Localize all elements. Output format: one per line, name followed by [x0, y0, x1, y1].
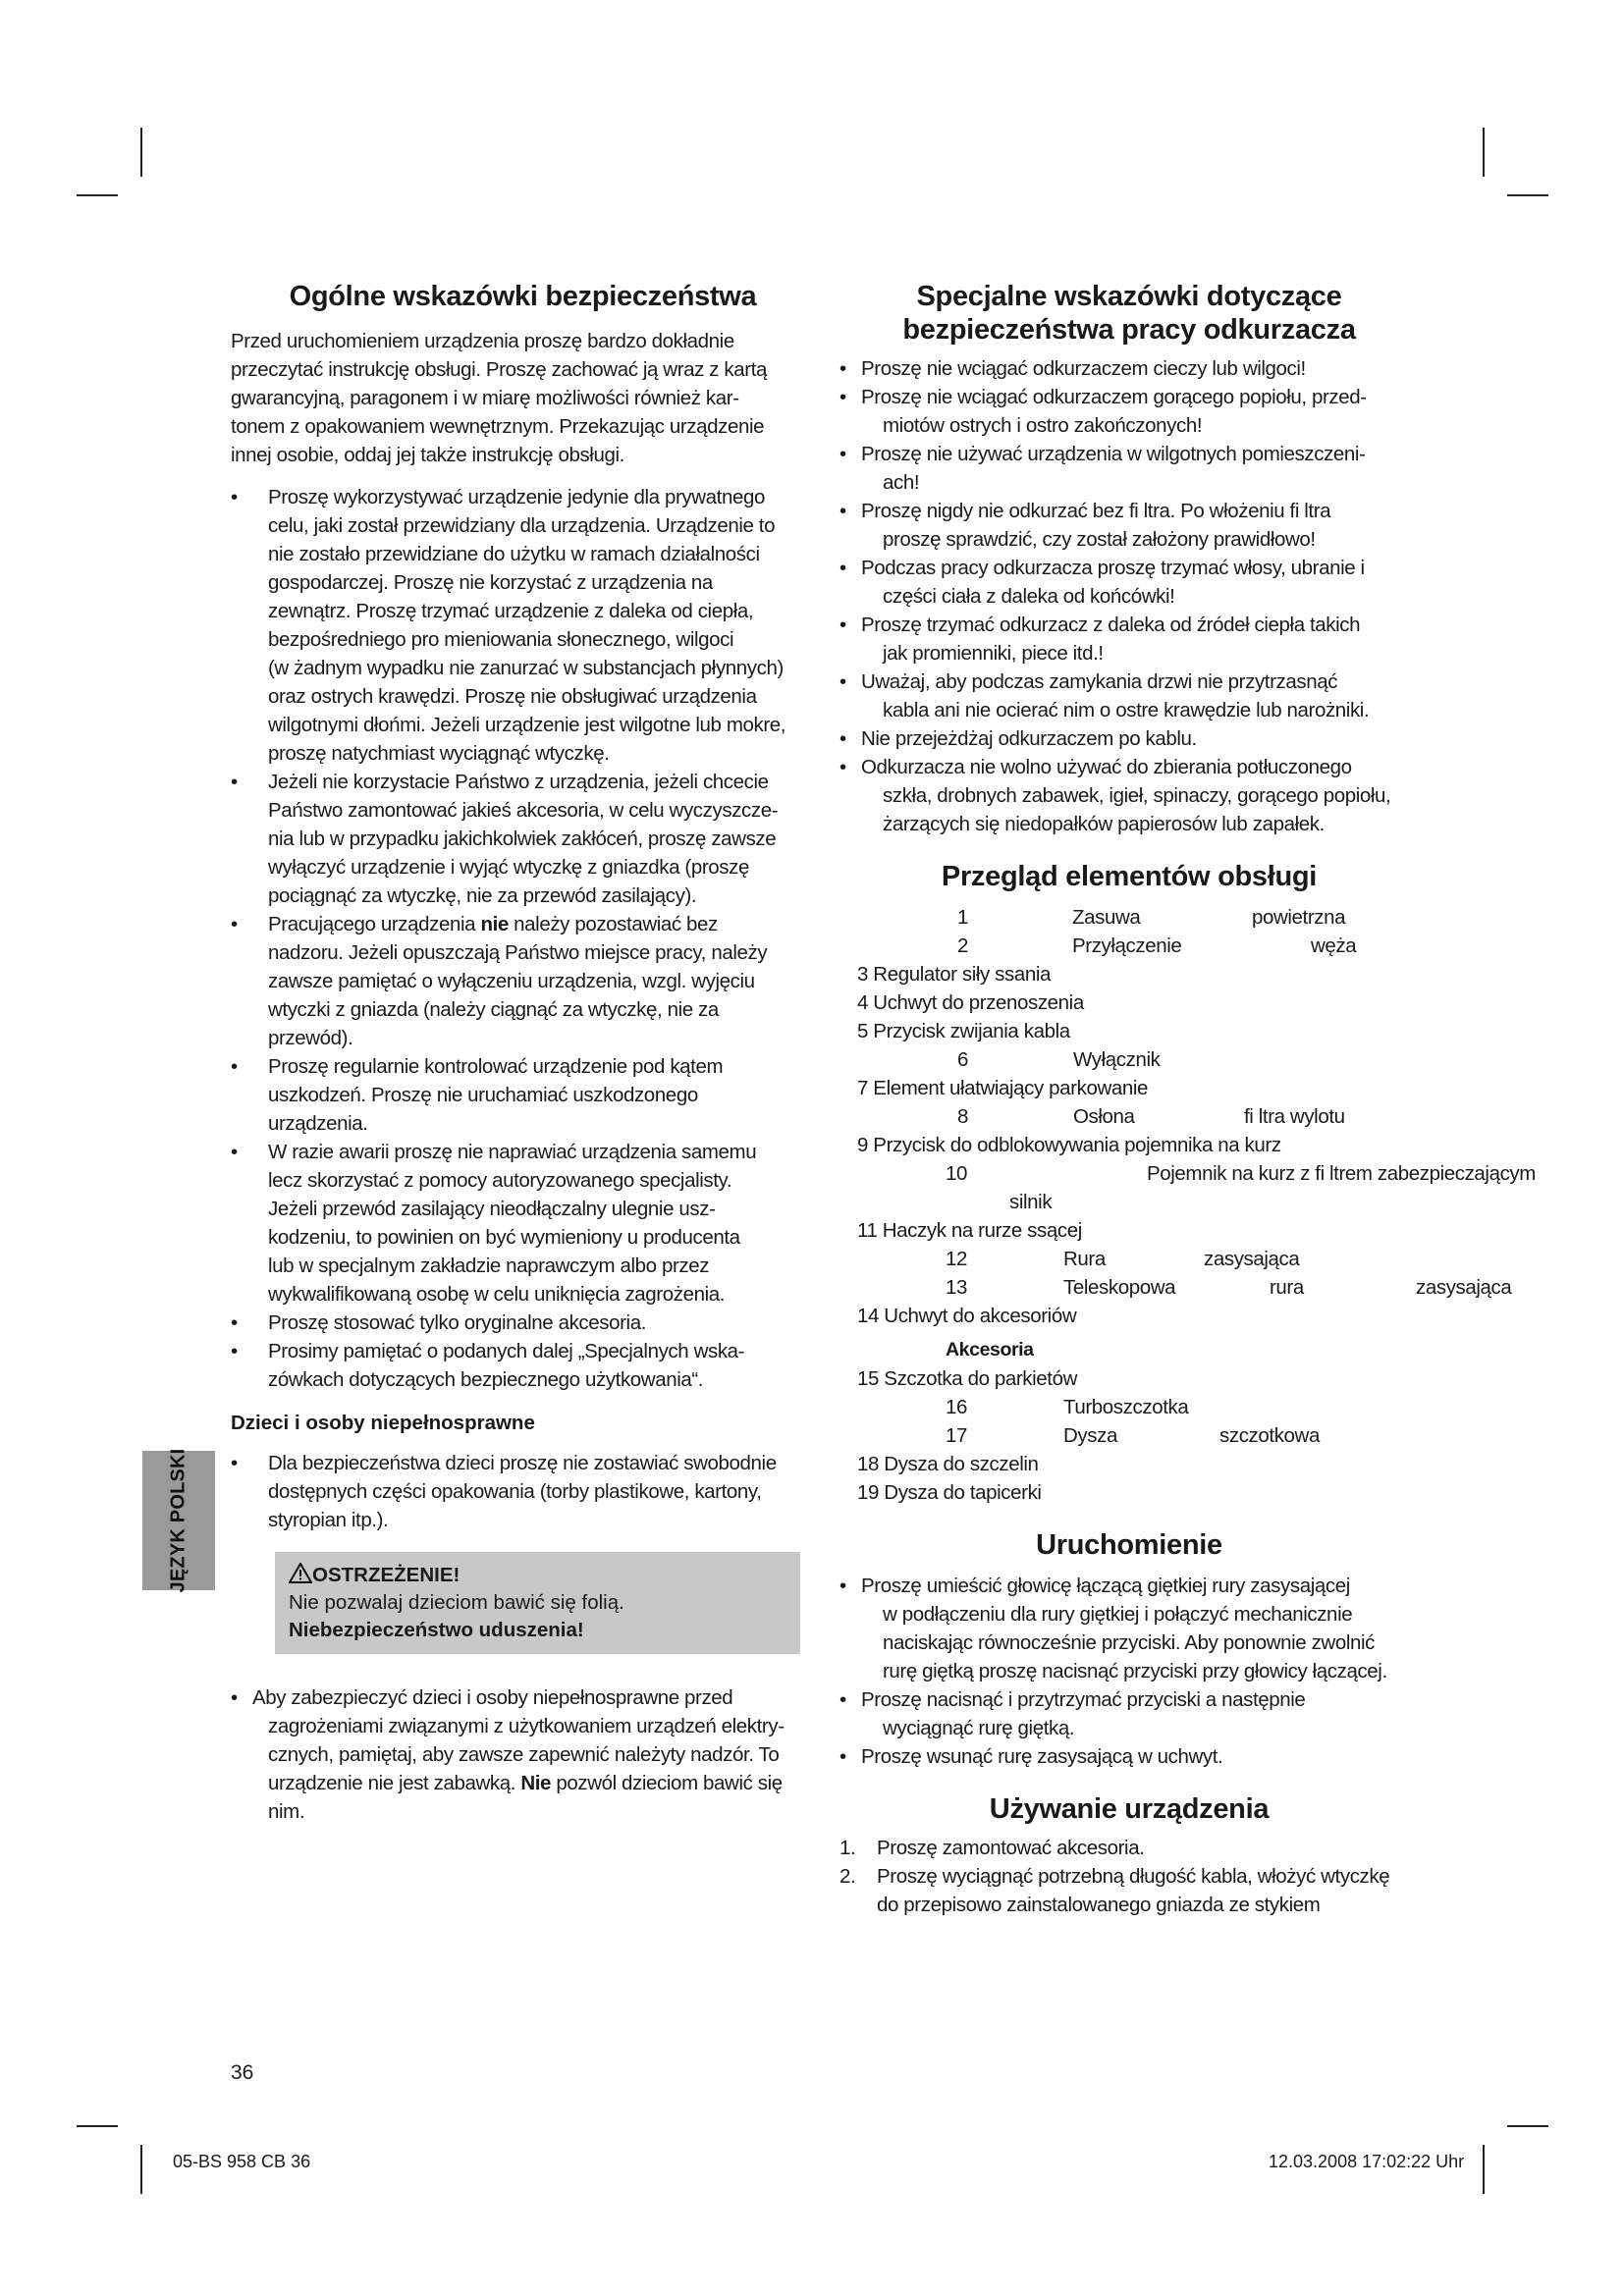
control-name: 14 Uchwyt do akcesoriów: [857, 1305, 1077, 1327]
text-line: Proszę zamontować akcesoria.: [877, 1837, 1145, 1859]
left-column: [231, 280, 815, 1826]
text-line: wyłączyć urządzenie i wyjąć wtyczkę z gniazdka (proszę: [268, 856, 749, 879]
text-line: celu, jaki został przewidziany dla urządzenia. Urządzenie to: [268, 514, 776, 537]
control-name: 3 Regulator siły ssania: [857, 963, 1052, 986]
title-line: bezpieczeństwa pracy odkurzacza: [902, 314, 1356, 346]
text-line: uszkodzeń. Proszę nie uruchamiać uszkodzonego: [268, 1084, 698, 1106]
text-line: Proszę umieścić głowicę łączącą giętkiej rury zasysającej: [861, 1575, 1350, 1597]
control-row: [839, 1245, 1419, 1273]
control-row: [839, 1302, 1419, 1330]
text-line: proszę natychmiast wyciągnąć wtyczkę.: [268, 742, 610, 765]
text-line: nadzoru. Jeżeli opuszczają Państwo miejsce pracy, należy: [268, 941, 768, 964]
footer-right: 12.03.2008 17:02:22 Uhr: [1269, 2152, 1465, 2171]
controls-list: [839, 903, 1536, 1507]
list-item: [839, 1572, 1419, 1685]
list-item: [839, 440, 1419, 497]
control-number: 8: [957, 1105, 969, 1128]
control-name: Zasuwa: [1072, 906, 1141, 929]
right-column: [839, 280, 1536, 1919]
list-item: [839, 1685, 1419, 1742]
text-line: przeczytać instrukcję obsługi. Proszę zachować ją wraz z kartą: [231, 358, 768, 381]
text-line: wykwalifikowaną osobę w celu uniknięcia zagrożenia.: [268, 1283, 726, 1306]
text-line: zawsze pamiętać o wyłączeniu urządzenia, wzgl. wyjęciu: [268, 970, 755, 992]
list-item: [839, 383, 1419, 440]
text-line: pociągnąć za wtyczkę, nie za przewód zasilający).: [268, 884, 697, 907]
text-line: przewód).: [268, 1027, 353, 1049]
control-name: Osłona: [1073, 1105, 1135, 1128]
control-name: 18 Dysza do szczelin: [857, 1453, 1039, 1475]
list-item: [839, 1834, 1419, 1862]
control-row: [839, 960, 1419, 988]
text-line: rurę giętką proszę nacisnąć przyciski przy głowicy łączącej.: [883, 1660, 1387, 1682]
warning-text: Nie pozwalaj dzieciom bawić się folią.: [289, 1591, 624, 1614]
text-line: kodzeniu, to powinien on być wymieniony u producenta: [268, 1226, 740, 1249]
controls-title: Przegląd elementów obsługi: [941, 861, 1318, 892]
text-line: Proszę nacisnąć i przytrzymać przyciski a następnie: [861, 1688, 1306, 1711]
text-line: urządzenia.: [268, 1112, 368, 1135]
control-name: 4 Uchwyt do przenoszenia: [857, 991, 1084, 1014]
text-line: Proszę wykorzystywać urządzenie jedynie dla prywatnego: [268, 486, 765, 508]
control-row: [839, 988, 1419, 1017]
crop-mark: [1507, 194, 1548, 196]
text-line: innej osobie, oddaj jej także instrukcję obsługi.: [231, 444, 624, 466]
text-line: naciskając równocześnie przyciski. Aby ponownie zwolnić: [883, 1631, 1375, 1654]
special-safety-title: [839, 280, 1419, 347]
children-title: Dzieci i osoby niepełnosprawne: [231, 1412, 535, 1434]
use-title: Używanie urządzenia: [989, 1793, 1270, 1825]
general-safety-list: [231, 483, 815, 1394]
start-list: [839, 1572, 1419, 1771]
control-number: 10: [946, 1162, 968, 1185]
text-line: lecz skorzystać z pomocy autoryzowanego specjalisty.: [268, 1169, 732, 1192]
control-name: 5 Przycisk zwijania kabla: [857, 1020, 1070, 1042]
control-name: Turboszczotka: [1063, 1396, 1189, 1418]
footer-left: 05-BS 958 CB 36: [173, 2152, 311, 2171]
use-list: [839, 1834, 1419, 1919]
text-line: Prosimy pamiętać o podanych dalej „Specjalnych wska-: [268, 1340, 745, 1362]
text-line: gwarancyjną, paragonem i w miarę możliwości również kar-: [231, 387, 739, 409]
list-item: [839, 611, 1419, 667]
control-row: [839, 1074, 1419, 1102]
control-row: [839, 1478, 1419, 1507]
list-item: [231, 1449, 815, 1534]
text-line: jak promienniki, piece itd.!: [883, 642, 1104, 665]
control-name: węża: [1311, 934, 1357, 957]
text-line: do przepisowo zainstalowanego gniazda ze stykiem: [877, 1894, 1321, 1916]
list-item: [839, 1862, 1419, 1919]
item-number: 1.: [839, 1837, 856, 1859]
children-list: [231, 1449, 815, 1534]
control-name: Wyłącznik: [1073, 1048, 1161, 1071]
warning-box: [275, 1552, 800, 1654]
text-line: Nie przejeżdżaj odkurzaczem po kablu.: [861, 727, 1197, 750]
special-safety-list: [839, 354, 1419, 838]
text-line: Proszę nigdy nie odkurzać bez fi ltra. Po włożeniu fi ltra: [861, 500, 1331, 522]
text-line: bezpośredniego pro mieniowania słonecznego, wilgoci: [268, 628, 734, 651]
control-number: 13: [946, 1276, 968, 1299]
control-name: szczotkowa: [1219, 1424, 1320, 1447]
text-line: Odkurzacza nie wolno używać do zbierania potłuczonego: [861, 756, 1352, 778]
control-number: 1: [957, 906, 969, 929]
control-row: [839, 903, 1419, 932]
page-number: 36: [231, 2061, 254, 2084]
crop-mark: [140, 128, 142, 177]
text-line: lub w specjalnym zakładzie naprawczym albo przez: [268, 1255, 710, 1277]
text-line: nia lub w przypadku jakichkolwiek zakłóceń, proszę zawsze: [268, 828, 777, 850]
control-name: Dysza: [1063, 1424, 1117, 1447]
text-line: należy pozostawiać bez: [508, 913, 718, 935]
crop-mark: [77, 2125, 118, 2127]
control-row: [839, 1421, 1419, 1450]
control-row: [839, 1159, 1536, 1188]
list-item: [839, 554, 1419, 611]
warning-danger: Niebezpieczeństwo uduszenia!: [289, 1619, 584, 1641]
list-item: [839, 354, 1419, 383]
text-line: W razie awarii proszę nie naprawiać urządzenia samemu: [268, 1141, 757, 1163]
text-line: Proszę nie wciągać odkurzaczem gorącego popiołu, przed-: [861, 386, 1367, 408]
accessories-title: Akcesoria: [946, 1339, 1034, 1361]
text-line: proszę sprawdzić, czy został założony prawidłowo!: [883, 528, 1316, 551]
text-line: wilgotnymi dłońmi. Jeżeli urządzenie jest wilgotne lub mokre,: [268, 714, 786, 736]
text-line: zewnątrz. Proszę trzymać urządzenie z daleka od ciepła,: [268, 600, 754, 622]
text-line: styropian itp.).: [268, 1509, 389, 1531]
control-row: [839, 1364, 1419, 1393]
general-safety-title: Ogólne wskazówki bezpieczeństwa: [289, 281, 757, 312]
text-line: w podłączeniu dla rury giętkiej i połączyć mechanicznie: [883, 1603, 1353, 1626]
text-line: nie zostało przewidziane do użytku w ramach działalności: [268, 543, 760, 565]
control-row: [839, 1045, 1419, 1074]
control-name: 15 Szczotka do parkietów: [857, 1367, 1077, 1390]
text-line: Aby zabezpieczyć dzieci i osoby niepełnosprawne przed: [252, 1686, 733, 1709]
crop-mark: [77, 194, 118, 196]
control-name: Rura: [1063, 1248, 1106, 1270]
text-line: Podczas pracy odkurzacza proszę trzymać włosy, ubranie i: [861, 557, 1365, 579]
control-number: 17: [946, 1424, 968, 1447]
control-name: fi ltra wylotu: [1244, 1105, 1345, 1128]
emphasis: nie: [480, 913, 509, 935]
text-line: Proszę regularnie kontrolować urządzenie pod kątem: [268, 1055, 724, 1078]
language-tab: [142, 1448, 215, 1593]
text-line: gospodarczej. Proszę nie korzystać z urządzenia na: [268, 571, 713, 594]
text-line: zówkach dotyczących bezpiecznego użytkowania“.: [268, 1368, 704, 1391]
list-item: [839, 724, 1419, 753]
text-line: zagrożeniami związanymi z użytkowaniem urządzeń elektry-: [268, 1715, 785, 1737]
control-row: [839, 1131, 1419, 1159]
list-item: [839, 497, 1419, 554]
control-number: 2: [957, 934, 969, 957]
text-line: Przed uruchomieniem urządzenia proszę bardzo dokładnie: [231, 330, 734, 352]
text-line: Proszę trzymać odkurzacz z daleka od źródeł ciepła takich: [861, 614, 1361, 636]
text-line: nim.: [268, 1800, 305, 1823]
list-item: [231, 1337, 815, 1394]
language-tab-label: JĘZYK POLSKI: [167, 1448, 189, 1593]
item-number: 2.: [839, 1865, 856, 1888]
warning-title-row: [289, 1562, 786, 1589]
text-line: Proszę wsunąć rurę zasysającą w uchwyt.: [861, 1745, 1223, 1768]
control-name: Teleskopowa: [1063, 1276, 1176, 1299]
crop-mark: [1507, 2125, 1548, 2127]
list-item: [231, 768, 815, 910]
control-row: [839, 932, 1419, 960]
text-line: oraz ostrych krawędzi. Proszę nie obsługiwać urządzenia: [268, 685, 757, 708]
text-line: (w żadnym wypadku nie zanurzać w substancjach płynnych): [268, 657, 784, 679]
text-line: dostępnych części opakowania (torby plastikowe, kartony,: [268, 1480, 762, 1503]
text-line: pozwól dzieciom bawić się: [551, 1772, 783, 1794]
text-line: Proszę stosować tylko oryginalne akcesoria.: [268, 1311, 647, 1334]
control-number: 12: [946, 1248, 968, 1270]
title-line: Specjalne wskazówki dotyczące: [916, 281, 1342, 312]
text-line: żarzących się niedopałków papierosów lub zapałek.: [883, 813, 1325, 835]
control-name: 9 Przycisk do odblokowywania pojemnika na kurz: [857, 1134, 1281, 1156]
text-line: Jeżeli przewód zasilający nieodłączalny ulegnie usz-: [268, 1198, 716, 1220]
start-title: Uruchomienie: [1036, 1529, 1222, 1561]
crop-mark: [140, 2145, 142, 2194]
warning-triangle-icon: [289, 1563, 312, 1583]
control-number: 6: [957, 1048, 969, 1071]
control-name: zasysająca: [1416, 1276, 1512, 1299]
text-line: Proszę nie wciągać odkurzaczem cieczy lub wilgoci!: [861, 357, 1306, 380]
control-row: [839, 1393, 1419, 1421]
text-line: Pracującego urządzenia: [268, 913, 481, 935]
control-row: [839, 1450, 1419, 1478]
control-name: zasysająca: [1204, 1248, 1300, 1270]
list-item: [231, 1308, 815, 1337]
control-name: rura: [1270, 1276, 1304, 1299]
list-item: [231, 1052, 815, 1138]
list-item: [839, 667, 1419, 724]
crop-mark: [1483, 128, 1485, 177]
text-line: cznych, pamiętaj, aby zawsze zapewnić należyty nadzór. To: [268, 1743, 780, 1766]
list-item: [231, 1138, 815, 1308]
list-item: [231, 1683, 815, 1826]
list-item: [839, 1742, 1419, 1771]
text-line: Dla bezpieczeństwa dzieci proszę nie zostawiać swobodnie: [268, 1452, 777, 1474]
control-row: [839, 1273, 1512, 1302]
control-name: 7 Element ułatwiający parkowanie: [857, 1077, 1149, 1099]
control-row: [839, 1188, 1419, 1216]
text-line: Państwo zamontować jakieś akcesoria, w celu wyczyszcze-: [268, 799, 779, 822]
emphasis: Nie: [520, 1772, 552, 1794]
list-item: [231, 910, 815, 1052]
text-line: wyciągnąć rurę giętką.: [883, 1717, 1075, 1739]
text-line: wtyczki z gniazda (należy ciągnąć za wtyczkę, nie za: [268, 998, 719, 1021]
control-number: 16: [946, 1396, 968, 1418]
intro-paragraph: [231, 327, 815, 469]
supervision-list: [231, 1683, 815, 1826]
list-item: [839, 753, 1419, 838]
text-line: urządzenie nie jest zabawką.: [268, 1772, 521, 1794]
text-line: Proszę wyciągnąć potrzebną długość kabla, włożyć wtyczkę: [877, 1865, 1390, 1888]
crop-mark: [1483, 2145, 1485, 2194]
warning-title: OSTRZEŻENIE!: [312, 1564, 460, 1586]
text-line: Proszę nie używać urządzenia w wilgotnych pomieszczeni-: [861, 443, 1366, 465]
text-line: kabla ani nie ocierać nim o ostre krawędzie lub narożniki.: [883, 699, 1370, 721]
control-name: Przyłączenie: [1072, 934, 1182, 957]
control-row: [839, 1216, 1419, 1245]
accessories-row: [839, 1336, 1419, 1364]
control-name: silnik: [1009, 1191, 1053, 1213]
control-row: [839, 1102, 1419, 1131]
text-line: ach!: [883, 471, 920, 494]
control-name: 19 Dysza do tapicerki: [857, 1481, 1042, 1504]
text-line: Uważaj, aby podczas zamykania drzwi nie przytrzasnąć: [861, 670, 1338, 693]
text-line: tonem z opakowaniem wewnętrznym. Przekazując urządzenie: [231, 415, 765, 438]
control-name: Pojemnik na kurz z fi ltrem zabezpieczającym: [1147, 1162, 1536, 1185]
text-line: Jeżeli nie korzystacie Państwo z urządzenia, jeżeli chcecie: [268, 771, 769, 793]
control-name: powietrzna: [1252, 906, 1346, 929]
control-name: 11 Haczyk na rurze ssącej: [857, 1219, 1082, 1242]
text-line: miotów ostrych i ostro zakończonych!: [883, 414, 1203, 437]
control-row: [839, 1017, 1419, 1045]
text-line: szkła, drobnych zabawek, igieł, spinaczy, gorącego popiołu,: [883, 784, 1391, 807]
list-item: [231, 483, 815, 768]
text-line: części ciała z daleka od końcówki!: [883, 585, 1175, 608]
